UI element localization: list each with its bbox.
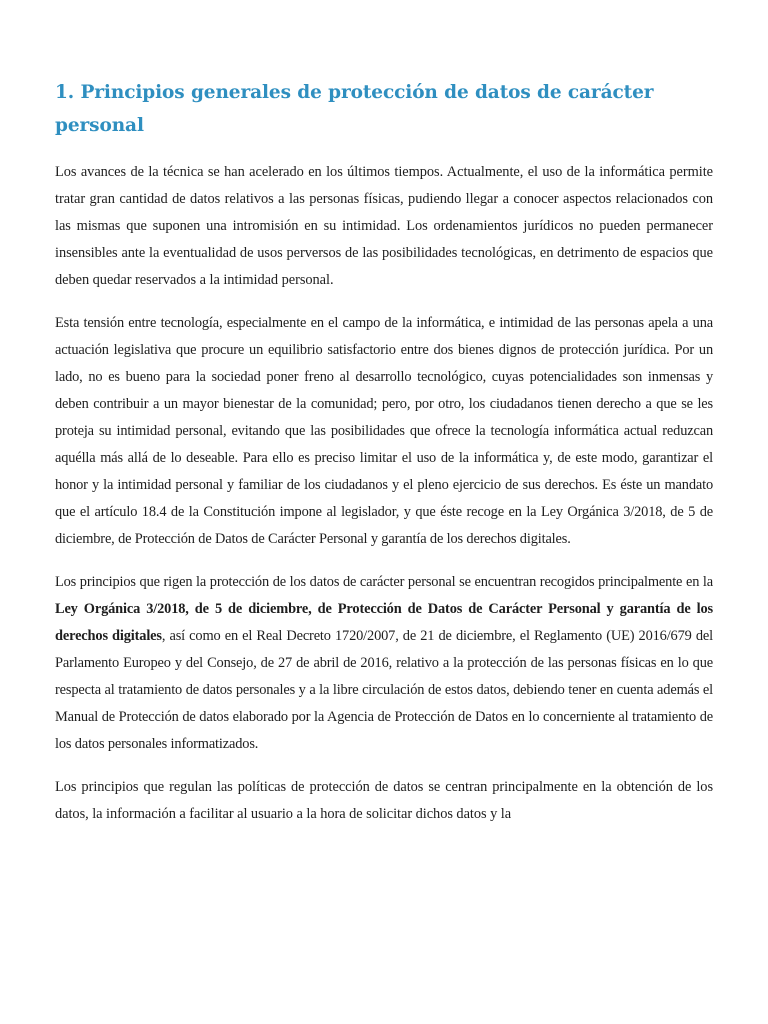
paragraph-1: Los avances de la técnica se han acelerado en los últimos tiempos. Actualmente, el uso de la informática permite tratar gran cantidad de datos relativos a las personas físicas, pudiendo llegar a conocer aspectos relacionados con las mismas que suponen una intromisión en su intimidad. Los ordenamientos jurídicos no pueden permanecer insensibles ante la eventualidad de usos perversos de las posibilidades tecnológicas, en detrimento de espacios que deben quedar reservados a la intimidad personal. — [55, 164, 713, 288]
paragraph-3-intro: Los principios que rigen la protección de los datos de carácter personal se encuentran recogidos principalmente en la — [55, 574, 713, 590]
section-heading: 1. Principios generales de protección de datos de carácter personal — [55, 82, 654, 136]
paragraph-3-rest: , así como en el Real Decreto 1720/2007, de 21 de diciembre, el Reglamento (UE) 2016/679 del Parlamento Europeo y del Consejo, de 27 de abril de 2016, relativo a la protección de las personas físicas en lo que respecta al tratamiento de datos personales y a la libre circulación de estos datos, debiendo tener en cuenta además el Manual de Protección de datos elaborado por la Agencia de Protección de Datos en lo concerniente al tratamiento de los datos personales informatizados. — [55, 628, 713, 752]
paragraph-4: Los principios que regulan las políticas de protección de datos se centran principalmente en la obtención de los datos, la información a facilitar al usuario a la hora de solicitar dichos datos y la — [55, 779, 713, 822]
paragraph-2: Esta tensión entre tecnología, especialmente en el campo de la informática, e intimidad de las personas apela a una actuación legislativa que procure un equilibrio satisfactorio entre dos bienes dignos de protección jurídica. Por un lado, no es bueno para la sociedad poner freno al desarrollo tecnológico, cuyas potencialidades son inmensas y deben contribuir a un mayor bienestar de la comunidad; pero, por otro, los ciudadanos tienen derecho a que se les proteja su intimidad personal, evitando que las posibilidades que ofrece la tecnología informática actual reduzcan aquélla más allá de lo deseable. Para ello es preciso limitar el uso de la informática y, de este modo, garantizar el honor y la intimidad personal y familiar de los ciudadanos y el pleno ejercicio de sus derechos. Es éste un mandato que el artículo 18.4 de la Constitución impone al legislador, y que éste recoge en la Ley Orgánica 3/2018, de 5 de diciembre, de Protección de Datos de Carácter Personal y garantía de los derechos digitales. — [55, 315, 713, 547]
paragraph-3-law-reference: Ley Orgánica 3/2018, de 5 de diciembre, de Protección de Datos de Carácter Personal y garantía de los derechos digitales — [55, 601, 713, 644]
paragraph-3 — [55, 569, 713, 758]
